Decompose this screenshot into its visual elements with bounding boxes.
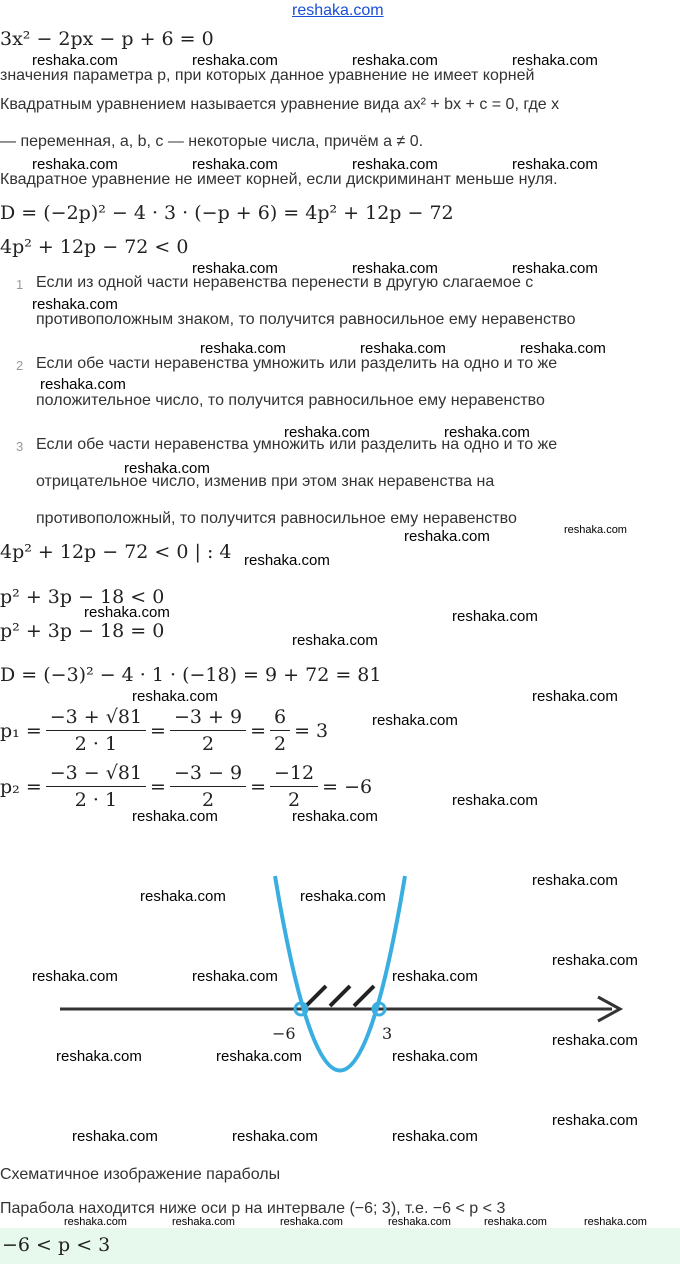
rule-2-line-1: Если обе части неравенства умножить или разделить на одно и то же	[36, 355, 558, 372]
root-1-fraction-1: $\frac{-3 + √81}{2 \cdot 1}$	[46, 706, 146, 755]
watermark: reshaka.com	[532, 872, 618, 889]
watermark: reshaka.com	[392, 968, 478, 985]
definition-line-2: — переменная, a, b, c — некоторые числа, причём a ≠ 0.	[0, 133, 424, 150]
watermark: reshaka.com	[404, 528, 490, 545]
rule-3-line-3: противоположный, то получится равносильное ему неравенство	[36, 510, 517, 527]
root-2: p₂ = $\frac{-3 - √81}{2 \cdot 1}$ = $\frac{-3 - 9}{2}$ = $\frac{-12}{2}$ = −6	[0, 762, 373, 811]
rule-number-3: 3	[16, 439, 24, 454]
site-link[interactable]: reshaka.com	[292, 2, 384, 19]
watermark: reshaka.com	[64, 1216, 127, 1228]
root-1-lhs: p₁ =	[0, 719, 42, 742]
watermark: reshaka.com	[56, 1048, 142, 1065]
watermark: reshaka.com	[388, 1216, 451, 1228]
watermark: reshaka.com	[512, 156, 598, 173]
root-2-fraction-2: $\frac{-3 - 9}{2}$	[170, 762, 246, 811]
watermark: reshaka.com	[284, 424, 370, 441]
root-1-fraction-2: $\frac{-3 + 9}{2}$	[170, 706, 246, 755]
watermark: reshaka.com	[192, 52, 278, 69]
watermark: reshaka.com	[352, 156, 438, 173]
watermark: reshaka.com	[124, 460, 210, 477]
watermark: reshaka.com	[280, 1216, 343, 1228]
watermark: reshaka.com	[520, 340, 606, 357]
rule-number-1: 1	[16, 277, 24, 292]
rule-1-line-1: Если из одной части неравенства перенести в другую слагаемое с	[36, 274, 534, 291]
watermark: reshaka.com	[372, 712, 458, 729]
rule-number-2: 2	[16, 358, 24, 373]
watermark: reshaka.com	[360, 340, 446, 357]
watermark: reshaka.com	[132, 808, 218, 825]
no-roots-rule: Квадратное уравнение не имеет корней, если дискриминант меньше нуля.	[0, 171, 558, 188]
watermark: reshaka.com	[352, 260, 438, 277]
task-text: значения параметра p, при которых данное уравнение не имеет корней	[0, 67, 535, 84]
watermark: reshaka.com	[552, 1032, 638, 1049]
watermark: reshaka.com	[352, 52, 438, 69]
discriminant-2: D = (−3)² − 4 · 1 · (−18) = 9 + 72 = 81	[0, 664, 382, 686]
rule-1-line-2: противоположным знаком, то получится равносильное ему неравенство	[36, 311, 576, 328]
watermark: reshaka.com	[244, 552, 330, 569]
inequality-1: 4p² + 12p − 72 < 0	[0, 236, 189, 258]
answer: −6 < p < 3	[2, 1234, 111, 1256]
watermark: reshaka.com	[132, 688, 218, 705]
watermark: reshaka.com	[552, 1112, 638, 1129]
watermark: reshaka.com	[32, 52, 118, 69]
root-2-fraction-1: $\frac{-3 - √81}{2 \cdot 1}$	[46, 762, 146, 811]
left-root-label: −6	[272, 1024, 296, 1043]
watermark: reshaka.com	[292, 808, 378, 825]
watermark: reshaka.com	[532, 688, 618, 705]
watermark: reshaka.com	[32, 968, 118, 985]
watermark: reshaka.com	[232, 1128, 318, 1145]
watermark: reshaka.com	[192, 260, 278, 277]
watermark: reshaka.com	[32, 156, 118, 173]
watermark: reshaka.com	[216, 1048, 302, 1065]
watermark: reshaka.com	[40, 376, 126, 393]
root-1-result: = 3	[294, 719, 329, 742]
root-2-result: = −6	[322, 775, 373, 798]
answer-box	[0, 1228, 680, 1264]
equation: 3x² − 2px − p + 6 = 0	[0, 28, 214, 50]
rule-3-line-1: Если обе части неравенства умножить или разделить на одно и то же	[36, 436, 558, 453]
root-1-fraction-3: $\frac{6}{2}$	[270, 706, 290, 755]
discriminant-1: D = (−2p)² − 4 · 3 · (−p + 6) = 4p² + 12p − 72	[0, 202, 454, 224]
watermark: reshaka.com	[512, 52, 598, 69]
watermark: reshaka.com	[584, 1216, 647, 1228]
watermark: reshaka.com	[512, 260, 598, 277]
root-1: p₁ = $\frac{-3 + √81}{2 \cdot 1}$ = $\frac{-3 + 9}{2}$ = $\frac{6}{2}$ = 3	[0, 706, 329, 755]
watermark: reshaka.com	[72, 1128, 158, 1145]
watermark: reshaka.com	[292, 632, 378, 649]
watermark: reshaka.com	[172, 1216, 235, 1228]
watermark: reshaka.com	[484, 1216, 547, 1228]
definition-line-1: Квадратным уравнением называется уравнение вида ax² + bx + c = 0, где x	[0, 96, 560, 113]
graph-caption: Схематичное изображение параболы	[0, 1166, 281, 1183]
watermark: reshaka.com	[392, 1128, 478, 1145]
root-2-lhs: p₂ =	[0, 775, 42, 798]
watermark: reshaka.com	[32, 296, 118, 313]
root-2-fraction-3: $\frac{-12}{2}$	[270, 762, 318, 811]
watermark: reshaka.com	[140, 888, 226, 905]
rule-3-line-2: отрицательное число, изменив при этом знак неравенства на	[36, 473, 495, 490]
watermark: reshaka.com	[192, 968, 278, 985]
watermark: reshaka.com	[452, 792, 538, 809]
rule-2-line-2: положительное число, то получится равносильное ему неравенство	[36, 392, 545, 409]
watermark: reshaka.com	[192, 156, 278, 173]
watermark: reshaka.com	[444, 424, 530, 441]
conclusion: Парабола находится ниже оси p на интервале (−6; 3), т.е. −6 < p < 3	[0, 1200, 506, 1217]
equation-3: p² + 3p − 18 = 0	[0, 620, 165, 642]
inequality-3: p² + 3p − 18 < 0	[0, 586, 165, 608]
watermark: reshaka.com	[200, 340, 286, 357]
right-root-label: 3	[382, 1024, 393, 1043]
inequality-2: 4p² + 12p − 72 < 0 | : 4	[0, 541, 232, 563]
watermark: reshaka.com	[84, 604, 170, 621]
watermark: reshaka.com	[300, 888, 386, 905]
interval-hatching	[306, 986, 374, 1006]
watermark: reshaka.com	[552, 952, 638, 969]
watermark: reshaka.com	[452, 608, 538, 625]
watermark: reshaka.com	[564, 524, 627, 536]
watermark: reshaka.com	[392, 1048, 478, 1065]
